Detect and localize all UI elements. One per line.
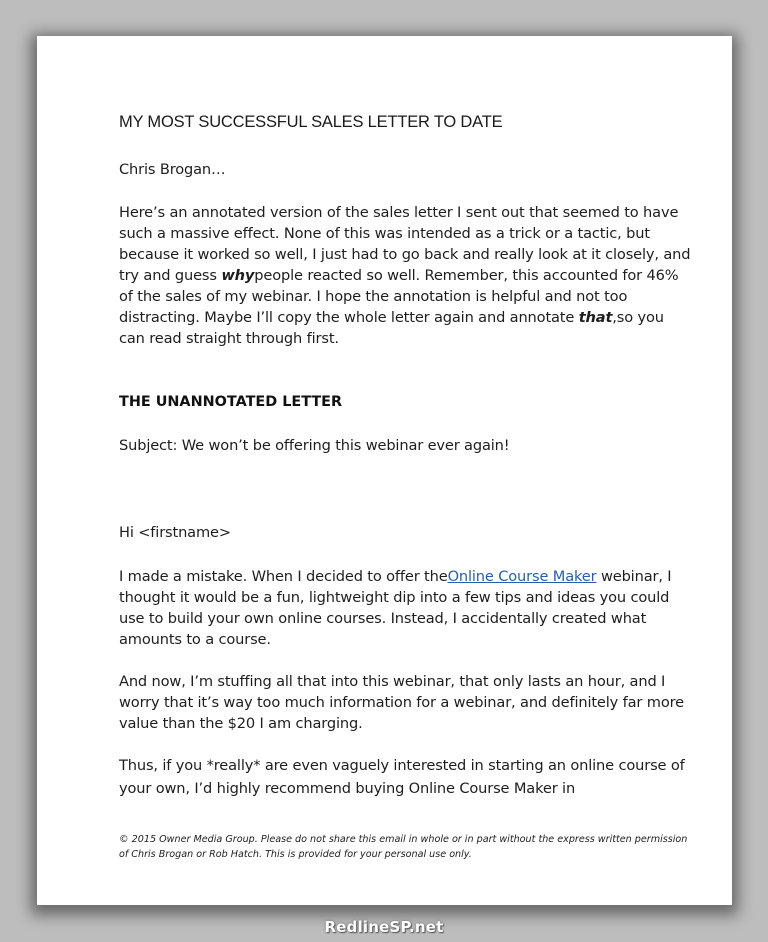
watermark: RedlineSP.net: [324, 918, 444, 936]
subject-line: Subject: We won’t be offering this webinar ever again!: [119, 437, 510, 454]
greeting-line: Chris Brogan…: [119, 161, 226, 178]
paragraph-1-text-before: I made a mistake. When I decided to offer the: [119, 568, 448, 585]
online-course-maker-link[interactable]: Online Course Maker: [447, 568, 597, 585]
letter-paragraph-1: [119, 566, 694, 650]
intro-text-1: Here’s an annotated version of the sales letter I sent out that seemed to have such a massive effect. None of this was intended as a trick or a tactic, but because it worked so well, I just had to go back and really look at it closely, and try and guess: [119, 204, 691, 284]
section-heading: THE UNANNOTATED LETTER: [119, 394, 343, 410]
intro-paragraph: [119, 202, 694, 349]
paragraph-1-text-after: webinar, I thought it would be a fun, lightweight dip into a few tips and ideas you could use to build your own online courses. Instead, I accidentally created what amounts to a course.: [119, 568, 672, 648]
salutation: Hi <firstname>: [119, 524, 231, 541]
intro-emphasis-why: why: [221, 267, 255, 284]
letter-paragraph-3: Thus, if you *really* are even vaguely interested in starting an online course of your own, I’d highly recommend buying Online Course Maker in: [119, 757, 685, 797]
intro-text-2: people reacted so well. Remember, this accounted for 46% of the sales of my webinar. I hope the annotation is helpful and not too distracting. Maybe I’ll copy the whole letter again and annotate: [119, 267, 679, 326]
intro-text-3: ,so you can read straight through first.: [119, 309, 664, 347]
letter-paragraph-2: And now, I’m stuffing all that into this webinar, that only lasts an hour, and I worry that it’s way too much information for a webinar, and definitely far more value than the $20 I am charging.: [119, 673, 684, 732]
copyright-footer: © 2015 Owner Media Group. Please do not share this email in whole or in part without the express written permission of Chris Brogan or Rob Hatch. This is provided for your personal use only.: [119, 834, 688, 860]
intro-emphasis-that: that: [578, 309, 613, 326]
document-title: MY MOST SUCCESSFUL SALES LETTER TO DATE: [119, 113, 503, 131]
document-page: [37, 36, 732, 905]
